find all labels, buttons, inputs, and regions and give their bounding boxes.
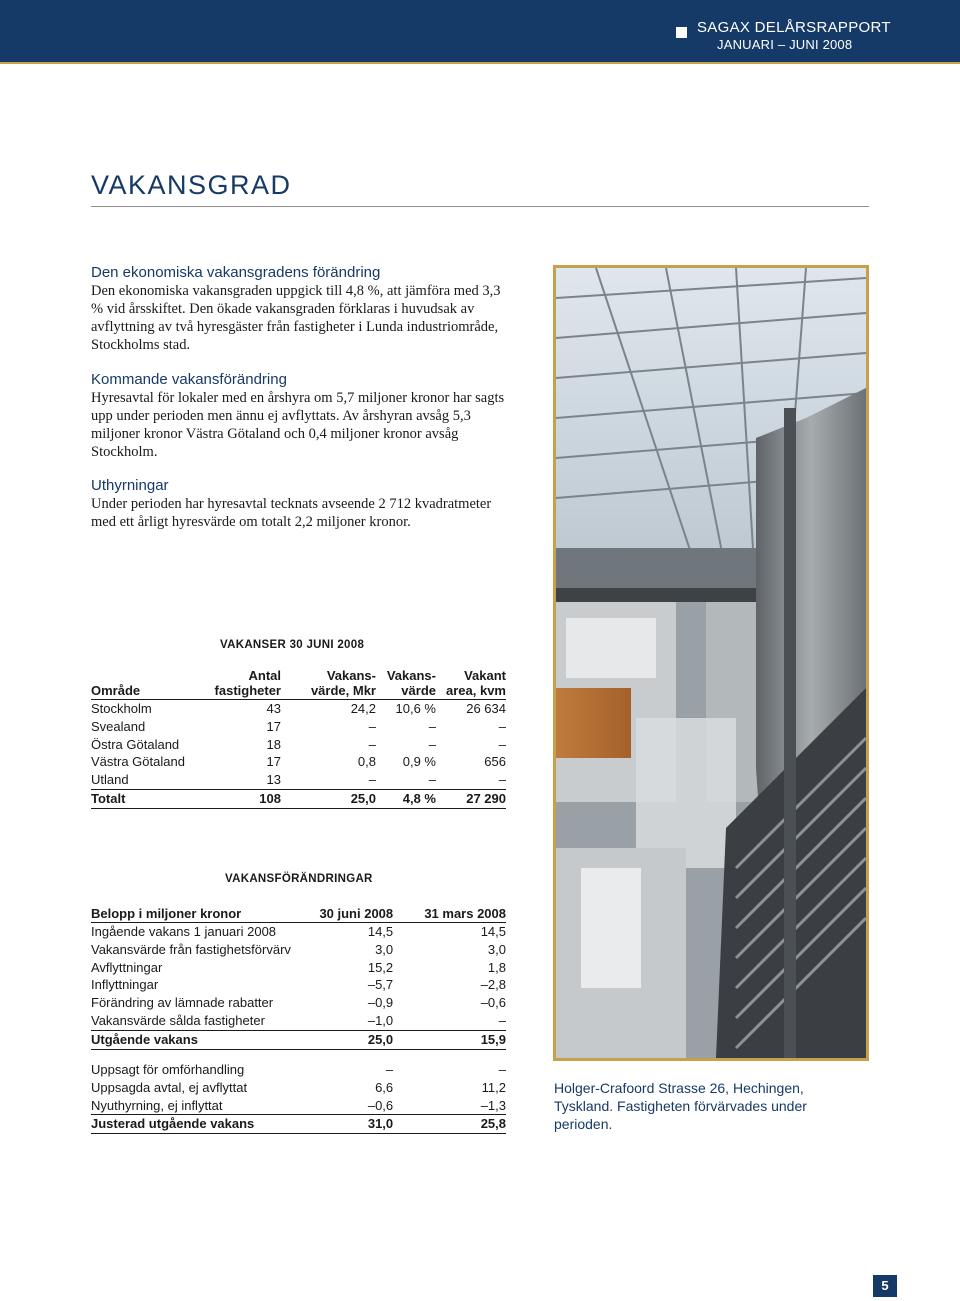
table-row: [91, 1061, 506, 1079]
table-cell: 3,0: [487, 941, 506, 957]
column-header: 30 juni 2008: [319, 906, 394, 921]
section-heading: Kommande vakansförändring: [91, 371, 287, 388]
table-cell: Svealand: [91, 718, 146, 734]
section-vakansgrad-change: [91, 264, 511, 354]
table-cell: 13: [266, 772, 281, 788]
table-cell: 27 290: [436, 789, 506, 808]
table-cell: 43: [266, 701, 281, 716]
table-row: [91, 941, 506, 959]
table-cell: –: [368, 718, 376, 734]
table-header-row: [91, 668, 506, 700]
table-cell: –: [428, 718, 436, 734]
table-cell: 15,2: [367, 959, 394, 975]
table-cell: Utgående vakans: [91, 1030, 319, 1049]
table-total-row: [91, 1115, 506, 1134]
table-row: [91, 994, 506, 1012]
table-row: [91, 736, 506, 754]
section-body: Hyresavtal för lokaler med en årshyra om 5,7 miljoner kronor har sagts upp under perioden men ännu ej avflyttats. Av årshyran avsåg 5,3 miljoner kronor Västra Götaland och 0,4 miljoner kronor avsåg Stockholm.: [91, 390, 505, 460]
table-cell: 24,2: [350, 701, 376, 716]
section-uthyrningar: [91, 477, 511, 531]
table-cell: –2,8: [480, 977, 506, 993]
table-cell: 18: [266, 736, 281, 752]
table-row: [91, 753, 506, 771]
section-body: Den ekonomiska vakansgraden uppgick till 4,8 %, att jämföra med 3,3 % vid årsskiftet. Den ökade vakansgraden förklaras i huvudsak av avflyttning av två hyresgäster från fastigheter i Lunda industriområde, Stockholms stad.: [91, 283, 501, 353]
table-subtotal-row: [91, 1030, 506, 1049]
building-photo: [553, 265, 869, 1061]
table-cell: 656: [484, 754, 506, 770]
forandringar-table: [91, 906, 506, 1134]
table-row: [91, 923, 506, 941]
table-cell: Ingående vakans 1 januari 2008: [91, 924, 277, 939]
photo-caption: Holger-Crafoord Strasse 26, Hechingen, Tyskland. Fastigheten förvärvades under perioden.: [554, 1080, 807, 1132]
table-row: [91, 700, 506, 718]
column-header: 31 mars 2008: [393, 906, 506, 923]
table-row: [91, 718, 506, 736]
table-cell: Justerad utgående vakans: [91, 1115, 319, 1134]
title-divider: [91, 206, 869, 207]
table-cell: –: [498, 1062, 506, 1078]
table-cell: –0,6: [367, 1097, 394, 1113]
table-cell: Stockholm: [91, 701, 152, 716]
table-cell: Nyuthyrning, ej inflyttat: [91, 1097, 223, 1113]
page-number: 5: [873, 1275, 897, 1297]
column-header: Område: [91, 668, 201, 700]
vakanser-table-title: VAKANSER 30 JUNI 2008: [220, 639, 365, 651]
table-cell: 25,8: [393, 1115, 506, 1134]
table-cell: –: [368, 772, 376, 788]
table-cell: 15,9: [393, 1030, 506, 1049]
table-cell: –1,3: [480, 1097, 506, 1113]
table-cell: 108: [201, 789, 281, 808]
report-title: SAGAX DELÅRSRAPPORT: [697, 19, 891, 36]
table-cell: 17: [266, 754, 281, 770]
table-cell: 10,6 %: [395, 701, 436, 716]
table-cell: –1,0: [367, 1012, 394, 1028]
column-header: Antal fastigheter: [201, 668, 281, 700]
table-cell: 14,5: [480, 924, 506, 939]
table-cell: –5,7: [367, 977, 394, 993]
header-bar: [0, 0, 960, 62]
page-title: VAKANSGRAD: [91, 170, 292, 200]
table-cell: –: [498, 772, 506, 788]
table-cell: –: [498, 1012, 506, 1028]
table-cell: 14,5: [367, 924, 394, 939]
table-cell: Avflyttningar: [91, 959, 163, 975]
table-row: [91, 1079, 506, 1097]
table-cell: Uppsagt för omförhandling: [91, 1062, 245, 1078]
forandringar-table-title: VAKANSFÖRÄNDRINGAR: [225, 873, 373, 885]
table-cell: Utland: [91, 772, 129, 788]
table-cell: Vakansvärde från fastighetsförvärv: [91, 941, 291, 957]
table-cell: 0,8: [357, 754, 376, 770]
table-cell: –0,9: [367, 995, 394, 1011]
table-cell: Vakansvärde sålda fastigheter: [91, 1012, 265, 1028]
header-square-icon: [676, 27, 687, 38]
table-cell: 11,2: [481, 1079, 506, 1095]
section-heading: Den ekonomiska vakansgradens förändring: [91, 264, 381, 281]
table-total-row: [91, 789, 506, 808]
table-cell: –: [498, 718, 506, 734]
column-header: Belopp i miljoner kronor: [91, 906, 319, 923]
table-cell: Totalt: [91, 789, 201, 808]
table-row: [91, 1097, 506, 1115]
column-header: Vakans- värde: [376, 668, 436, 700]
column-header: Vakans- värde, Mkr: [281, 668, 376, 700]
table-cell: Förändring av lämnade rabatter: [91, 995, 274, 1011]
table-cell: 0,9 %: [402, 754, 436, 770]
table-cell: 26 634: [466, 701, 506, 716]
table-cell: 3,0: [375, 941, 394, 957]
table-spacer: [91, 1049, 506, 1061]
table-row: [91, 976, 506, 994]
table-row: [91, 771, 506, 789]
table-cell: Östra Götaland: [91, 736, 180, 752]
table-cell: Västra Götaland: [91, 754, 185, 770]
vakanser-table: [91, 668, 506, 809]
table-cell: 4,8 %: [376, 789, 436, 808]
section-kommande: [91, 371, 511, 461]
section-body: Under perioden har hyresavtal tecknats avseende 2 712 kvadratmeter med ett årligt hyresvärde om totalt 2,2 miljoner kronor.: [91, 496, 492, 530]
table-cell: –: [368, 736, 376, 752]
table-cell: Uppsagda avtal, ej avflyttat: [91, 1079, 248, 1095]
section-heading: Uthyrningar: [91, 477, 169, 494]
table-row: [91, 1012, 506, 1030]
table-cell: –: [428, 772, 436, 788]
table-cell: 6,6: [375, 1079, 394, 1095]
table-header-row: [91, 906, 506, 923]
table-cell: 25,0: [281, 789, 376, 808]
table-cell: Inflyttningar: [91, 977, 159, 993]
table-cell: –0,6: [480, 995, 506, 1011]
table-cell: –: [428, 736, 436, 752]
column-header: Vakant area, kvm: [436, 668, 506, 700]
header-accent-line: [0, 62, 960, 64]
table-row: [91, 959, 506, 977]
table-cell: 31,0: [319, 1115, 393, 1134]
report-period: JANUARI – JUNI 2008: [717, 37, 853, 52]
table-cell: –: [498, 736, 506, 752]
atrium-staircase-image: [556, 268, 866, 1058]
table-cell: 17: [266, 718, 281, 734]
table-cell: 25,0: [319, 1030, 393, 1049]
table-cell: 1,8: [487, 959, 506, 975]
table-cell: –: [385, 1062, 394, 1078]
